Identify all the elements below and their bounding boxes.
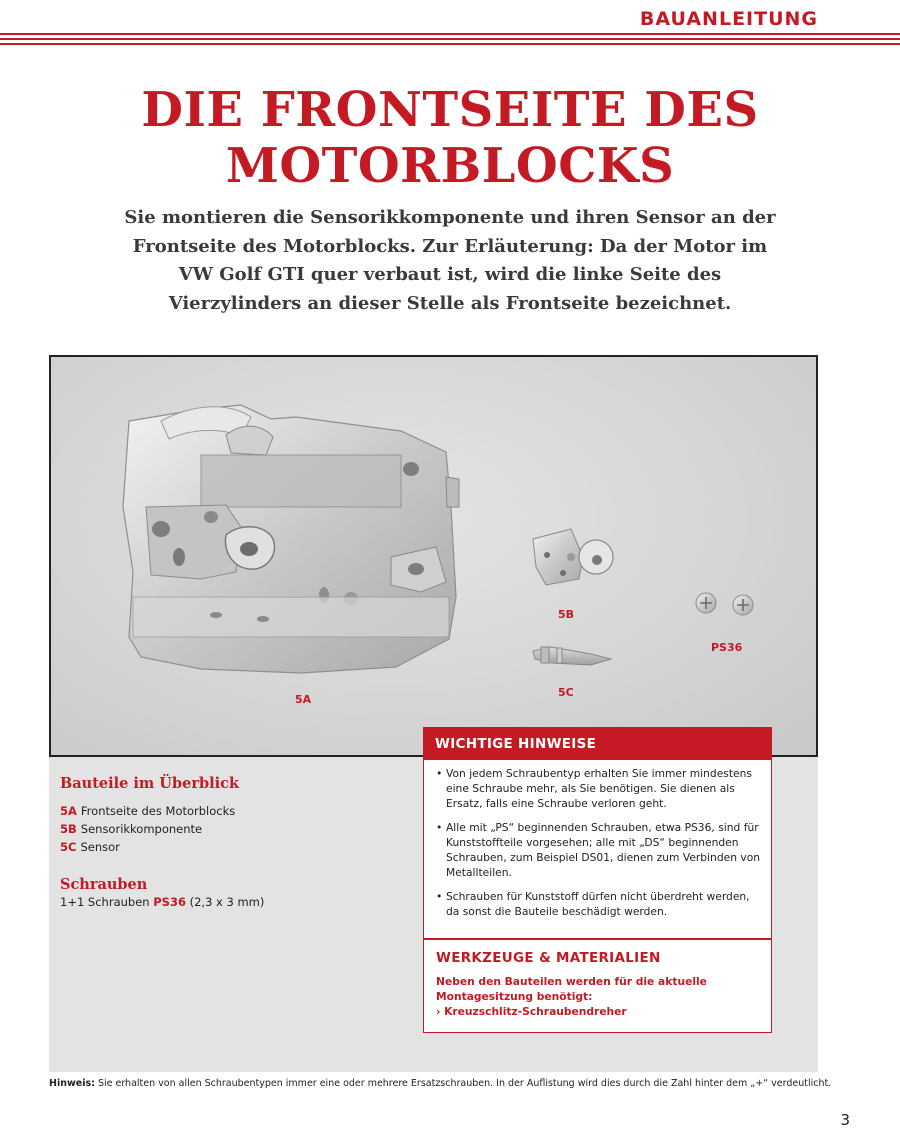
- header-stripe: [0, 38, 900, 40]
- note-item: • Schrauben für Kunststoff dürfen nicht überdreht werden, da sonst die Bauteile beschädigt werden.: [436, 889, 761, 919]
- parts-list: [60, 802, 235, 856]
- sensor-component-part: [533, 529, 613, 585]
- title-line: DIE FRONTSEITE DES: [141, 82, 759, 138]
- intro-line: VW Golf GTI quer verbaut ist, wird die linke Seite des: [178, 264, 722, 285]
- screw-code: PS36: [153, 895, 186, 909]
- tools-heading: WERKZEUGE & MATERIALIEN: [436, 950, 661, 966]
- part-label-ps36: PS36: [711, 641, 743, 654]
- overview-heading: Bauteile im Überblick: [60, 775, 239, 792]
- header-stripe: [0, 43, 900, 45]
- screws-prefix: 1+1 Schrauben: [60, 895, 150, 909]
- parts-photo: [49, 355, 818, 757]
- parts-illustration: [51, 357, 816, 755]
- part-label-5a: 5A: [295, 693, 312, 706]
- tools-text: [436, 974, 759, 1019]
- screws-heading: Schrauben: [60, 876, 148, 893]
- list-item: [60, 838, 235, 856]
- screw-size: (2,3 x 3 mm): [189, 895, 265, 909]
- header-stripe: [0, 33, 900, 35]
- section-label: BAUANLEITUNG: [639, 8, 818, 30]
- part-label-5b: 5B: [558, 608, 575, 621]
- part-label-5c: 5C: [558, 686, 574, 699]
- note-item: • Von jedem Schraubentyp erhalten Sie immer mindestens eine Schraube mehr, als Sie benötigen. Sie dienen als Ersatz, falls eine Schraube verloren geht.: [436, 766, 761, 811]
- sensor-part: [533, 647, 611, 665]
- title-line: MOTORBLOCKS: [225, 138, 675, 194]
- screws-line: [60, 895, 264, 909]
- tools-box: [423, 939, 772, 1033]
- list-item: [60, 802, 235, 820]
- tools-item: › Kreuzschlitz-Schraubendreher: [436, 1005, 627, 1018]
- part-code: 5B: [60, 822, 77, 836]
- part-name: Frontseite des Motorblocks: [80, 804, 236, 818]
- footnote: [49, 1078, 831, 1089]
- part-name: Sensorikkomponente: [80, 822, 203, 836]
- note-item: • Alle mit „PS“ beginnenden Schrauben, etwa PS36, sind für Kunststoffteile vorgesehen; alle mit „DS“ beginnenden Schrauben, zum Beispiel DS01, dienen zum Verbinden von Metallteilen.: [436, 820, 761, 880]
- intro-text: [100, 204, 800, 318]
- intro-line: Vierzylinders an dieser Stelle als Frontseite bezeichnet.: [168, 292, 732, 314]
- tools-description: Neben den Bauteilen werden für die aktuelle Montagesitzung benötigt:: [436, 975, 707, 1003]
- screws-part: [696, 593, 753, 615]
- part-code: 5C: [60, 840, 77, 854]
- page-title: [0, 82, 900, 194]
- part-name: Sensor: [80, 840, 120, 854]
- footnote-label: Hinweis:: [49, 1078, 95, 1089]
- intro-line: Sie montieren die Sensorikkomponente und ihren Sensor an der: [124, 207, 776, 228]
- important-notes-box: [423, 727, 772, 939]
- list-item: [60, 820, 235, 838]
- notes-body: [424, 760, 771, 919]
- engine-block-part: [123, 405, 459, 673]
- part-code: 5A: [60, 804, 77, 818]
- page-number: 3: [840, 1111, 850, 1129]
- footnote-text: Sie erhalten von allen Schraubentypen immer eine oder mehrere Ersatzschrauben. In der Auflistung wird dies durch die Zahl hinter dem „+“ verdeutlicht.: [97, 1078, 832, 1089]
- intro-line: Frontseite des Motorblocks. Zur Erläuterung: Da der Motor im: [132, 235, 768, 257]
- notes-heading: WICHTIGE HINWEISE: [424, 728, 771, 760]
